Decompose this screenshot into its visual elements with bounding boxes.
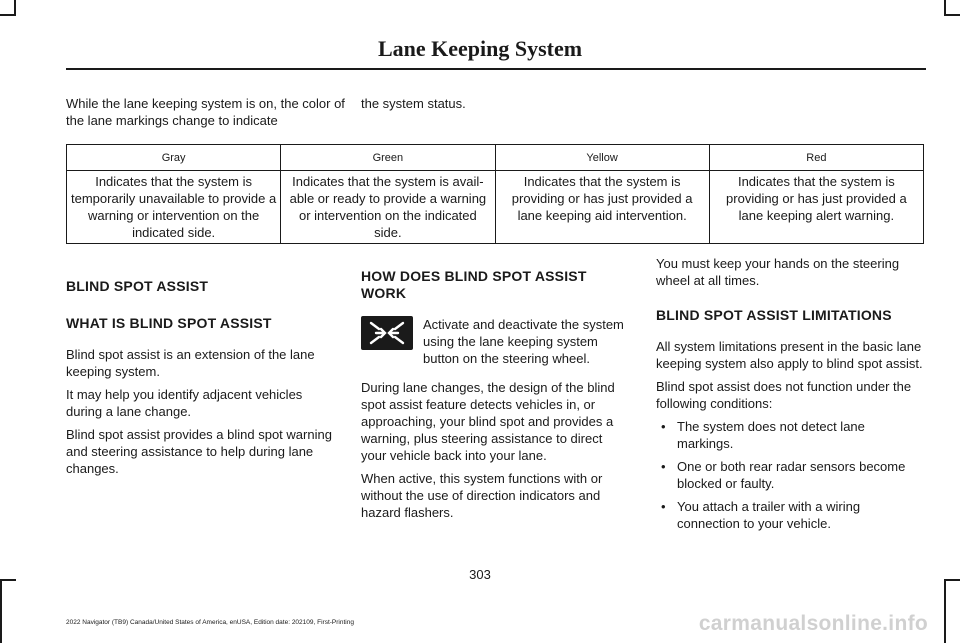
footer-edition-info: 2022 Navigator (TB9) Canada/United States of America, enUSA, Edition date: 202109, First-Printing <box>66 619 354 626</box>
page-title: Lane Keeping System <box>377 36 583 61</box>
paragraph: During lane changes, the design of the blind spot assist feature detects vehicles in, or approaching, your blind spot and provides a warning, plus steering assistance to direct your vehicle back into your lane. <box>361 380 615 463</box>
column-right <box>656 255 924 538</box>
section-heading: BLIND SPOT ASSIST <box>66 278 209 294</box>
cell-yellow: Indicates that the system is providing or has just provided a lane keeping aid intervention. <box>495 171 709 244</box>
column-header-yellow: Yellow <box>495 145 709 171</box>
paragraph: Blind spot assist is an extension of the lane keeping system. <box>66 347 315 379</box>
page-number: 303 <box>469 567 491 582</box>
paragraph: It may help you identify adjacent vehicles during a lane change. <box>66 387 303 419</box>
table-header-row <box>67 145 924 171</box>
paragraph: When active, this system functions with or without the use of direction indicators and hazard flashers. <box>361 471 603 520</box>
paragraph: Blind spot assist provides a blind spot warning and steering assistance to help during lane changes. <box>66 427 332 476</box>
paragraph: All system limitations present in the basic lane keeping system also apply to blind spot assist. <box>656 339 923 371</box>
list-item: • The system does not detect lane markings. <box>656 418 924 452</box>
list-item: • One or both rear radar sensors become blocked or faulty. <box>656 458 924 492</box>
header-divider <box>66 68 926 70</box>
cell-gray: Indicates that the system is temporarily unavailable to provide a warning or intervention on the indicated side. <box>67 171 281 244</box>
crop-mark-top-left <box>0 0 16 16</box>
column-header-gray: Gray <box>67 145 281 171</box>
icon-instruction-text: Activate and deactivate the system using the lane keeping system button on the steering wheel. <box>423 317 624 366</box>
column-left <box>66 278 334 477</box>
paragraph: Blind spot assist does not function under the following conditions: <box>656 379 912 411</box>
watermark-logo: carmanualsonline.info <box>698 612 928 635</box>
lane-marking-status-table <box>66 144 924 244</box>
crop-mark-top-right <box>944 0 960 16</box>
icon-instruction <box>361 316 629 367</box>
subsection-heading: WHAT IS BLIND SPOT ASSIST <box>66 315 272 331</box>
crop-mark-bottom-left <box>0 579 16 643</box>
limitations-list <box>656 418 924 532</box>
intro-text-right: the system status. <box>361 96 466 111</box>
cell-green: Indicates that the system is avail-able or ready to provide a warning or intervention on the indicated side. <box>281 171 495 244</box>
column-header-red: Red <box>709 145 923 171</box>
column-header-green: Green <box>281 145 495 171</box>
subsection-heading: BLIND SPOT ASSIST LIMITATIONS <box>656 307 892 323</box>
lane-keeping-button-icon <box>361 316 413 350</box>
subsection-heading: HOW DOES BLIND SPOT ASSIST WORK <box>361 268 587 301</box>
cell-red: Indicates that the system is providing or has just provided a lane keeping alert warning. <box>709 171 923 244</box>
intro-text-left: While the lane keeping system is on, the color of the lane markings change to indicate <box>66 96 345 128</box>
paragraph: You must keep your hands on the steering wheel at all times. <box>656 256 900 288</box>
list-item: • You attach a trailer with a wiring connection to your vehicle. <box>656 498 924 532</box>
table-row <box>67 171 924 244</box>
column-middle <box>361 268 629 521</box>
crop-mark-bottom-right <box>944 579 960 643</box>
